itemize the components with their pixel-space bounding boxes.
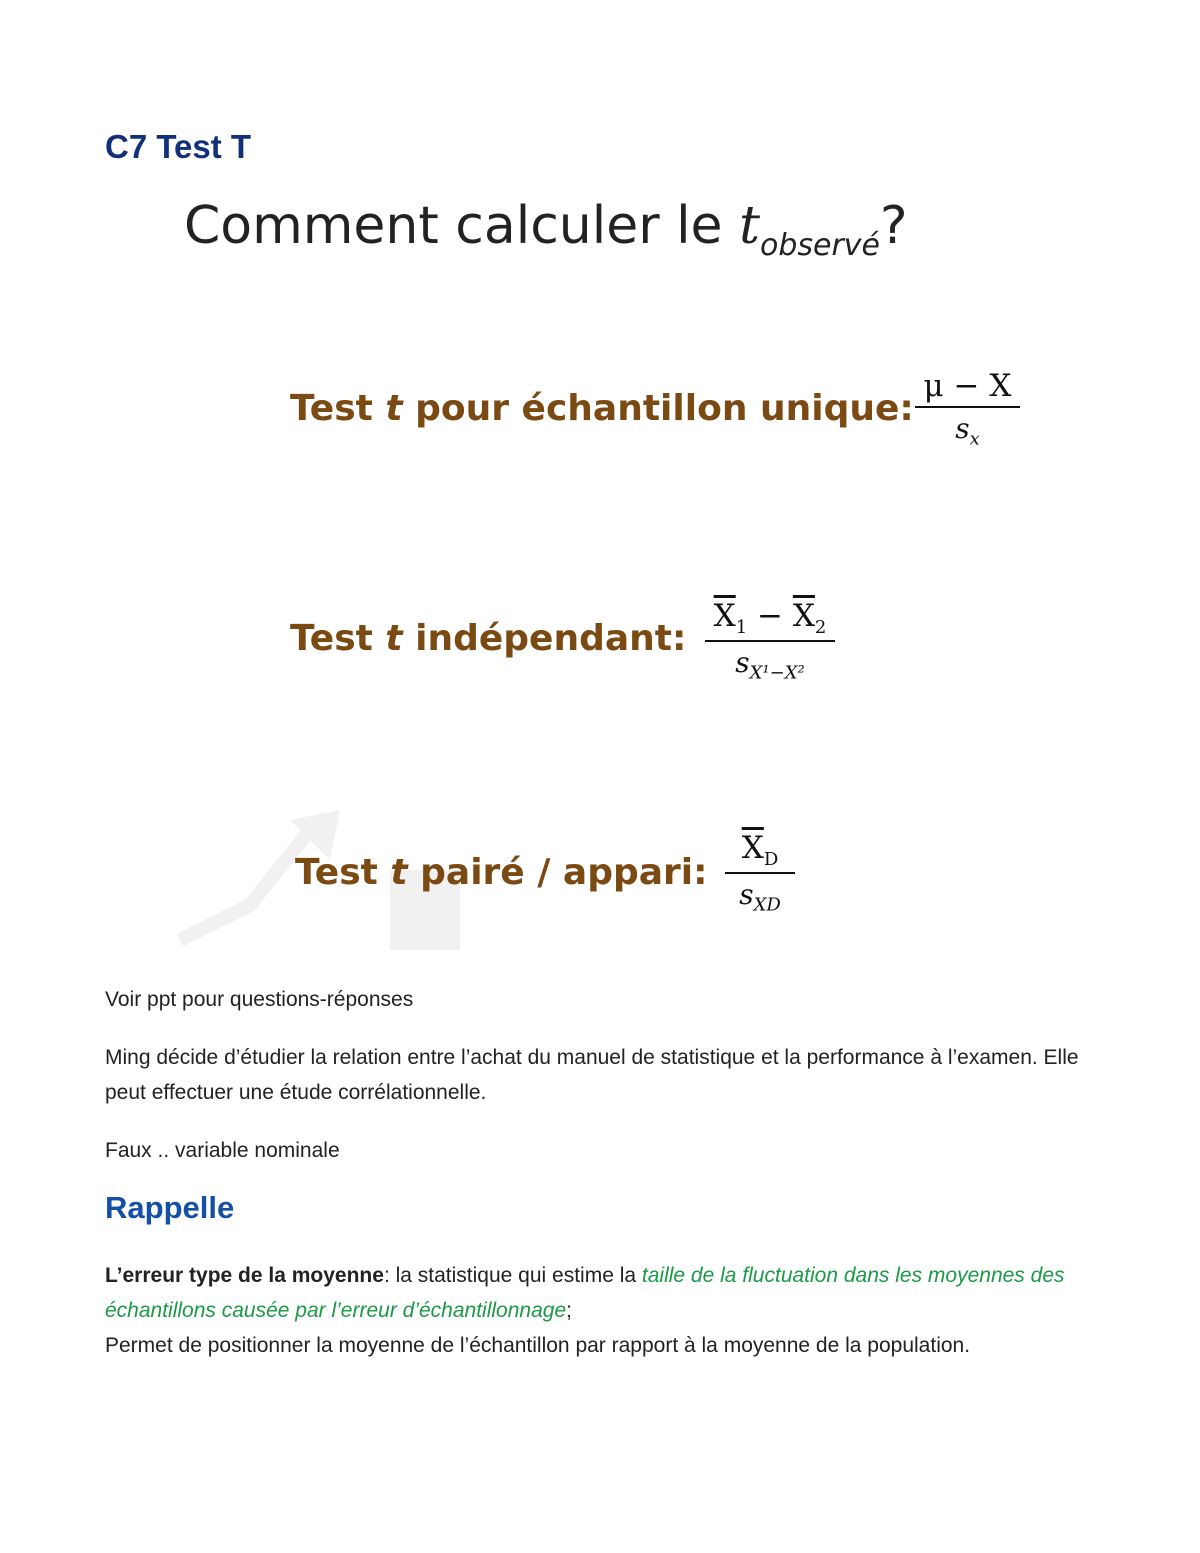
formula-denominator: $s_{XD}$ <box>739 878 781 916</box>
fraction-bar <box>725 872 795 874</box>
fraction-bar <box>915 406 1020 408</box>
paragraph-ppt-note: Voir ppt pour questions-réponses <box>105 988 414 1011</box>
paragraph-question: Ming décide d’étudier la relation entre l’achat du manuel de statistique et la performance à l’examen. Elle peut effectuer une étude corrélationnelle. <box>105 1046 1079 1104</box>
formula-label-independent: Test t indépendant: <box>290 618 687 659</box>
formula-denominator: $s_x$ <box>955 412 980 450</box>
fraction-bar <box>705 640 835 642</box>
formula-independent <box>705 598 835 684</box>
page-title: C7 Test T <box>105 128 252 165</box>
formula-denominator: $s_{X^1-X^2}$ <box>735 646 805 684</box>
definition-highlight: taille de la fluctuation dans les moyennes des échantillons causée par l’erreur d’échantillonnage <box>105 1264 1065 1322</box>
formula-numerator: μ − X <box>923 368 1012 404</box>
formula-one-sample <box>915 368 1020 450</box>
definition-term: L’erreur type de la moyenne <box>105 1264 384 1287</box>
paragraph-answer: Faux .. variable nominale <box>105 1139 340 1162</box>
formula-numerator: $\overline{X}_D$ <box>741 830 779 871</box>
figure-title: Comment calculer le $t_{observé}$? <box>184 196 908 263</box>
formula-figure <box>170 190 1050 950</box>
section-heading-rappelle: Rappelle <box>105 1190 235 1225</box>
paragraph-definition: L’erreur type de la moyenne: la statistique qui estime la taille de la fluctuation dans les moyennes des échantillons causée par l’erreur d’échantillonnage; Permet de positionner la moyenne de l’échantillon par rapport à la moyenne de la population. <box>105 1264 1065 1357</box>
formula-paired <box>725 830 795 916</box>
definition-line2: Permet de positionner la moyenne de l’échantillon par rapport à la moyenne de la population. <box>105 1334 971 1357</box>
formula-numerator: $\overline{X}_1 - \overline{X}_2$ <box>713 598 827 639</box>
formula-label-paired: Test t pairé / appari: <box>295 852 708 893</box>
formula-label-one-sample: Test t pour échantillon unique: <box>290 388 914 429</box>
